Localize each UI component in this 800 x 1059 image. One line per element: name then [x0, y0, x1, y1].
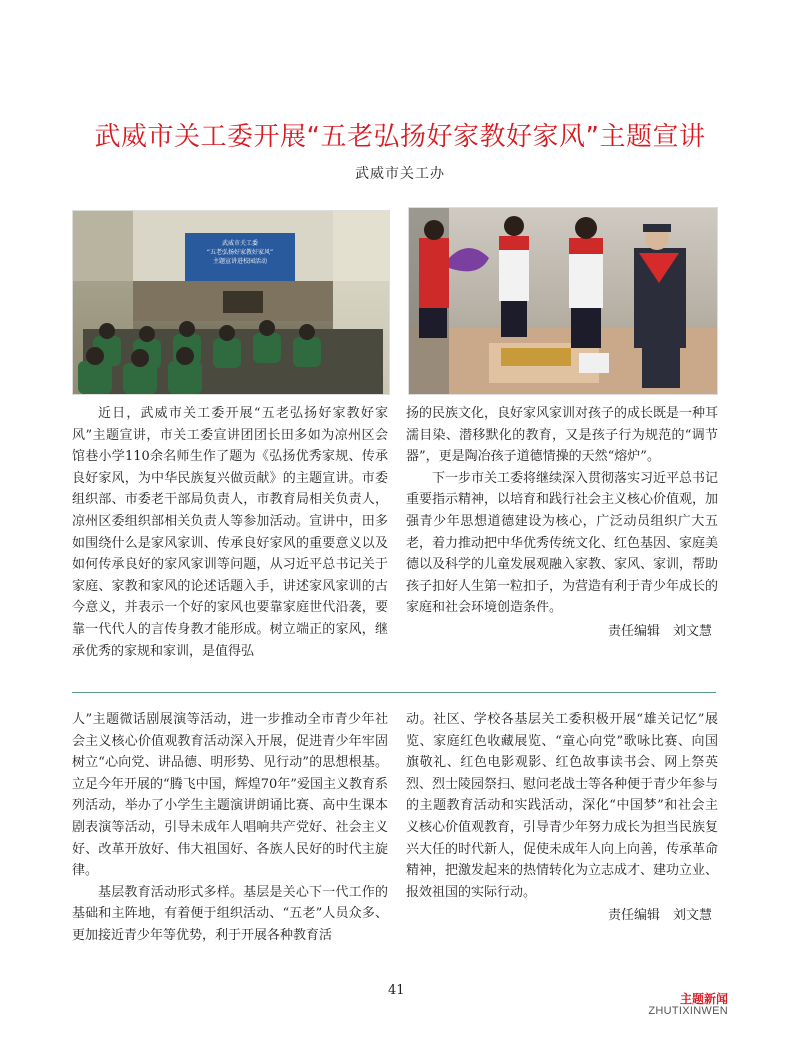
section-brand-en: ZHUTIXINWEN — [648, 1005, 728, 1017]
article-column-upper-left — [72, 403, 388, 662]
responsible-editor: 责任编辑 刘文慧 — [607, 623, 712, 639]
article-column-lower-left — [72, 709, 388, 947]
page-number: 41 — [388, 983, 405, 998]
scarf-presentation-photo — [408, 207, 718, 395]
paragraph: 基层教育活动形式多样。基层是关心下一代工作的基础和主阵地，有着便于组织活动、“五老”人员众多、更加接近青少年等优势，利于开展各种教育活 — [72, 884, 388, 943]
paragraph: 近日，武威市关工委开展“五老弘扬好家教好家风”主题宣讲，市关工委宣讲团团长田多如为凉州区会馆巷小学110余名师生作了题为《弘扬优秀家规、传承良好家风，为中华民族复兴做贡献》的主题宣讲。市委组织部、市委老干部局负责人，市教育局相关负责人，凉州区委组织部相关负责人等参加活动。宣讲中，田多如围绕什么是家风家训、传承良好家风的重要意义以及如何传承良好的家风家训等问题，从习近平总书记关于家庭、家教和家风的论述话题入手，讲述家风家训的古今意义，并表示一个好的家风也要靠家庭世代沿袭，要靠一代代人的言传身教才能形成。树立端正的家风，继承优秀的家规和家训，是值得弘 — [72, 406, 388, 659]
article-column-lower-right — [406, 709, 718, 927]
paragraph: 下一步市关工委将继续深入贯彻落实习近平总书记重要指示精神，以培育和践行社会主义核心价值观，加强青少年思想道德建设为核心，广泛动员组织广大五老，着力推动把中华优秀传统文化、红色基因、家庭美德以及科学的儿童发展观融入家教、家风、家训，帮助孩子扣好人生第一粒扣子，为营造有利于青少年成长的家庭和社会环境创造条件。 — [406, 470, 719, 616]
article-byline: 武威市关工办 — [355, 166, 445, 182]
paragraph: 扬的民族文化，良好家风家训对孩子的成长既是一种耳濡目染、潜移默化的教育，又是孩子行为规范的“调节器”，更是陶冶孩子道德情操的天然“熔炉”。 — [406, 406, 719, 465]
article-column-upper-right — [406, 403, 718, 643]
section-brand-cn: 主题新闻 — [679, 992, 728, 1006]
paragraph: 人”主题微话剧展演等活动，进一步推动全市青少年社会主义核心价值观教育活动深入开展，促进青少年牢固树立“心向党、讲品德、明形势、见行动”的思想根基。立足今年开展的“腾飞中国，辉煌70年”爱国主义教育系列活动，举办了小学生主题演讲朗诵比赛、高中生课本剧表演等活动，引导未成年人唱响共产党好、社会主义好、改革开放好、伟大祖国好、各族人民好的时代主旋律。 — [72, 712, 388, 879]
section-divider — [72, 692, 716, 693]
paragraph: 动。社区、学校各基层关工委积极开展“雄关记忆”展览、家庭红色收藏展览、“童心向党”歌咏比赛、向国旗敬礼、红色电影观影、红色故事读书会、网上祭英烈、烈士陵园祭扫、慰问老战士等各种便于青少年参与的主题教育活动和实践活动，深化“中国梦”和社会主义核心价值观教育，引导青少年努力成长为担当民族复兴大任的时代新人，促使未成年人向上向善，传承革命精神，把激发起来的热情转化为立志成才、建功立业、报效祖国的实际行动。 — [406, 712, 719, 900]
banner-line: 主题宣讲进校园活动 — [212, 258, 267, 265]
banner-line: 武威市关工委 — [221, 240, 258, 247]
scarf-scene-illustration — [409, 208, 717, 394]
lecture-banner — [187, 239, 293, 266]
responsible-editor: 责任编辑 刘文慧 — [607, 908, 712, 924]
article-title: 武威市关工委开展“五老弘扬好家教好家风”主题宣讲 — [94, 122, 706, 152]
banner-line: “五老弘扬好家教好家风” — [206, 249, 274, 256]
lecture-photo — [72, 210, 390, 395]
